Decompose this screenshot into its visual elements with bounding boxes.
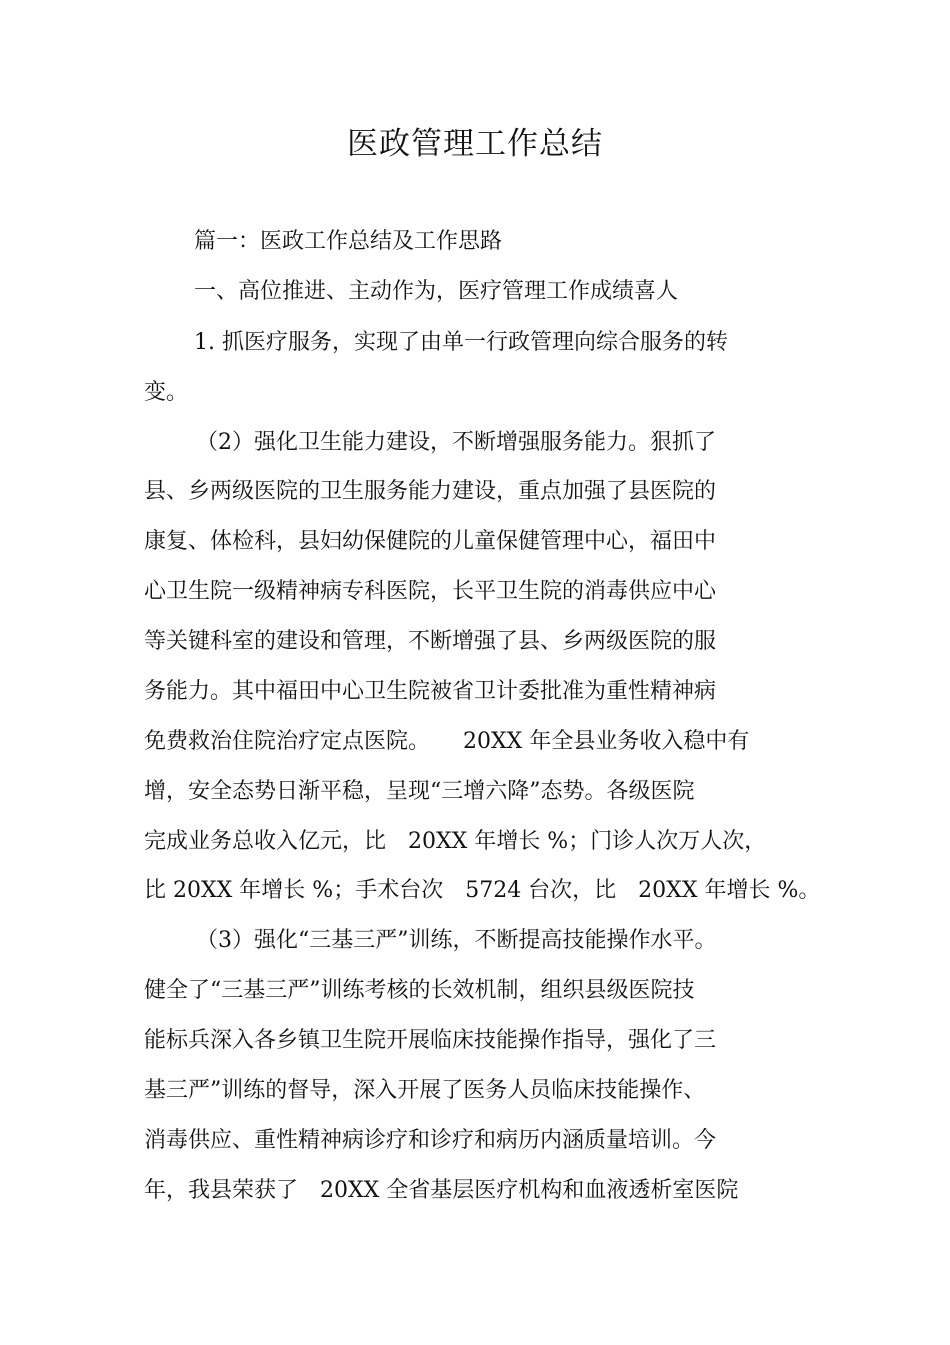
paragraph-line: 比 20XX 年增长 %；手术台次 5724 台次，比 20XX 年增长 %。 [144, 878, 821, 903]
paragraph-line: 完成业务总收入亿元，比 20XX 年增长 %；门诊人次万人次， [144, 829, 767, 854]
paragraph-line: 县、乡两级医院的卫生服务能力建设，重点加强了县医院的 [144, 479, 717, 504]
section-heading-one: 一、高位推进、主动作为，医疗管理工作成绩喜人 [194, 279, 679, 304]
paragraph-line: 心卫生院一级精神病专科医院，长平卫生院的消毒供应中心 [144, 579, 717, 604]
paragraph-line: 康复、体检科，县妇幼保健院的儿童保健管理中心，福田中 [144, 529, 717, 554]
paragraph-line: 消毒供应、重性精神病诊疗和诊疗和病历内涵质量培训。今 [144, 1128, 717, 1153]
paragraph-line: 基三严”训练的督导，深入开展了医务人员临床技能操作、 [144, 1078, 706, 1103]
paragraph-line: 免费救治住院治疗定点医院。 20XX 年全县业务收入稳中有 [144, 729, 750, 754]
paragraph-line: （3）强化“三基三严”训练，不断提高技能操作水平。 [196, 928, 717, 953]
paragraph-line: 增，安全态势日渐平稳，呈现“三增六降”态势。各级医院 [144, 779, 695, 804]
paragraph-line: 变。 [144, 380, 189, 405]
paragraph-line: 年，我县荣获了 20XX 全省基层医疗机构和血液透析室医院 [144, 1178, 739, 1203]
paragraph-line: （2）强化卫生能力建设，不断增强服务能力。狠抓了 [196, 430, 716, 455]
document-title: 医政管理工作总结 [347, 126, 603, 162]
paragraph-line: 1. 抓医疗服务，实现了由单一行政管理向综合服务的转 [194, 330, 728, 355]
paragraph-line: 务能力。其中福田中心卫生院被省卫计委批准为重性精神病 [144, 679, 717, 704]
paragraph-line: 能标兵深入各乡镇卫生院开展临床技能操作指导，强化了三 [144, 1028, 717, 1053]
paragraph-line: 健全了“三基三严”训练考核的长效机制，组织县级医院技 [144, 978, 695, 1003]
paragraph-line: 等关键科室的建设和管理，不断增强了县、乡两级医院的服 [144, 629, 717, 654]
section-heading-part-one: 篇一：医政工作总结及工作思路 [194, 229, 503, 254]
